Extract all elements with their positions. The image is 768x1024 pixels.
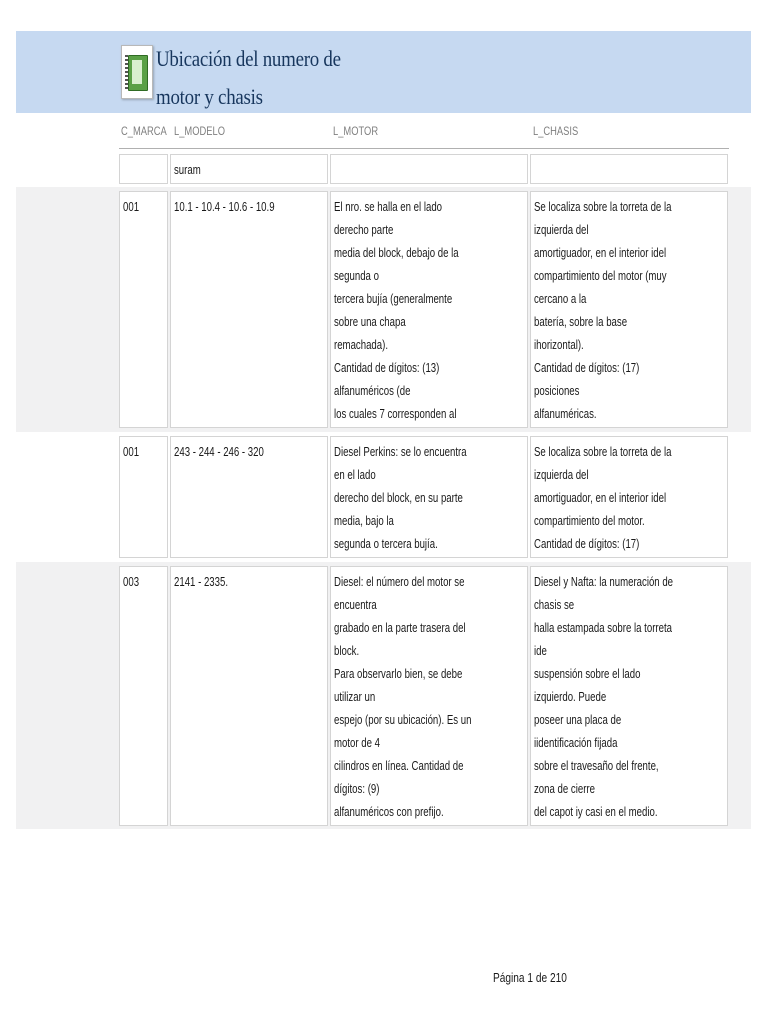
cell-chasis	[530, 191, 728, 428]
chasis-text: Se localiza sobre la torreta de la izquierda del amortiguador, en el interior idel compartimiento del motor. Cantidad de dígitos: (17)	[534, 444, 672, 551]
cell-marca	[119, 191, 168, 428]
book-page	[132, 60, 142, 84]
marca-text: 003	[123, 574, 140, 589]
chasis-text: Se localiza sobre la torreta de la izquierda del amortiguador, en el interior idel compartimiento del motor (muy cercano a la batería, sobre la base ihorizontal). Cantidad de dígitos: (17) posiciones alfanuméricas.	[534, 199, 672, 421]
chasis-text: Diesel y Nafta: la numeración de chasis se halla estampada sobre la torreta ide suspensión sobre el lado izquierdo. Puede poseer una placa de iidentificación fijada sobre el travesaño del frente, zona de cierre del capot iy casi en el medio.	[534, 574, 674, 819]
group-cell-chasis	[530, 154, 728, 184]
report-title	[156, 40, 345, 116]
column-header-marca: C_MARCA	[121, 124, 167, 138]
motor-text: Diesel: el número del motor se encuentra grabado en la parte trasera del block. Para observarlo bien, se debe utilizar un espejo (por su ubicación). Es un motor de 4 cilindros en línea. Cantidad de dígitos: (9) alfanuméricos con prefijo.	[334, 574, 472, 819]
cell-marca	[119, 566, 168, 826]
cell-modelo	[170, 191, 328, 428]
group-modelo-text: suram	[174, 162, 201, 177]
report-book-icon	[121, 45, 153, 99]
modelo-text: 2141 - 2335.	[174, 574, 229, 589]
cell-modelo	[170, 566, 328, 826]
cell-motor	[330, 566, 528, 826]
motor-text: Diesel Perkins: se lo encuentra en el lado derecho del block, en su parte media, bajo la segunda o tercera bujía.	[334, 444, 467, 551]
marca-text: 001	[123, 444, 140, 459]
header-divider	[119, 148, 729, 149]
page-number: Página 1 de 210	[493, 970, 567, 985]
column-header-motor: L_MOTOR	[333, 124, 379, 138]
cell-chasis	[530, 566, 728, 826]
modelo-text: 10.1 - 10.4 - 10.6 - 10.9	[174, 199, 275, 214]
report-title-line-2: motor y chasis	[156, 84, 263, 109]
cell-motor	[330, 191, 528, 428]
cell-chasis	[530, 436, 728, 558]
marca-text: 001	[123, 199, 140, 214]
motor-text: El nro. se halla en el lado derecho parte media del block, debajo de la segunda o tercera bujía (generalmente sobre una chapa remachada). Cantidad de dígitos: (13) alfanuméricos (de los cuales 7 corresponden al	[334, 199, 459, 421]
group-cell-marca	[119, 154, 168, 184]
column-header-modelo: L_MODELO	[174, 124, 225, 138]
group-cell-modelo	[170, 154, 328, 184]
cell-marca	[119, 436, 168, 558]
group-cell-motor	[330, 154, 528, 184]
column-header-chasis: L_CHASIS	[533, 124, 579, 138]
report-title-line-1: Ubicación del numero de	[156, 46, 341, 71]
modelo-text: 243 - 244 - 246 - 320	[174, 444, 264, 459]
cell-modelo	[170, 436, 328, 558]
cell-motor	[330, 436, 528, 558]
